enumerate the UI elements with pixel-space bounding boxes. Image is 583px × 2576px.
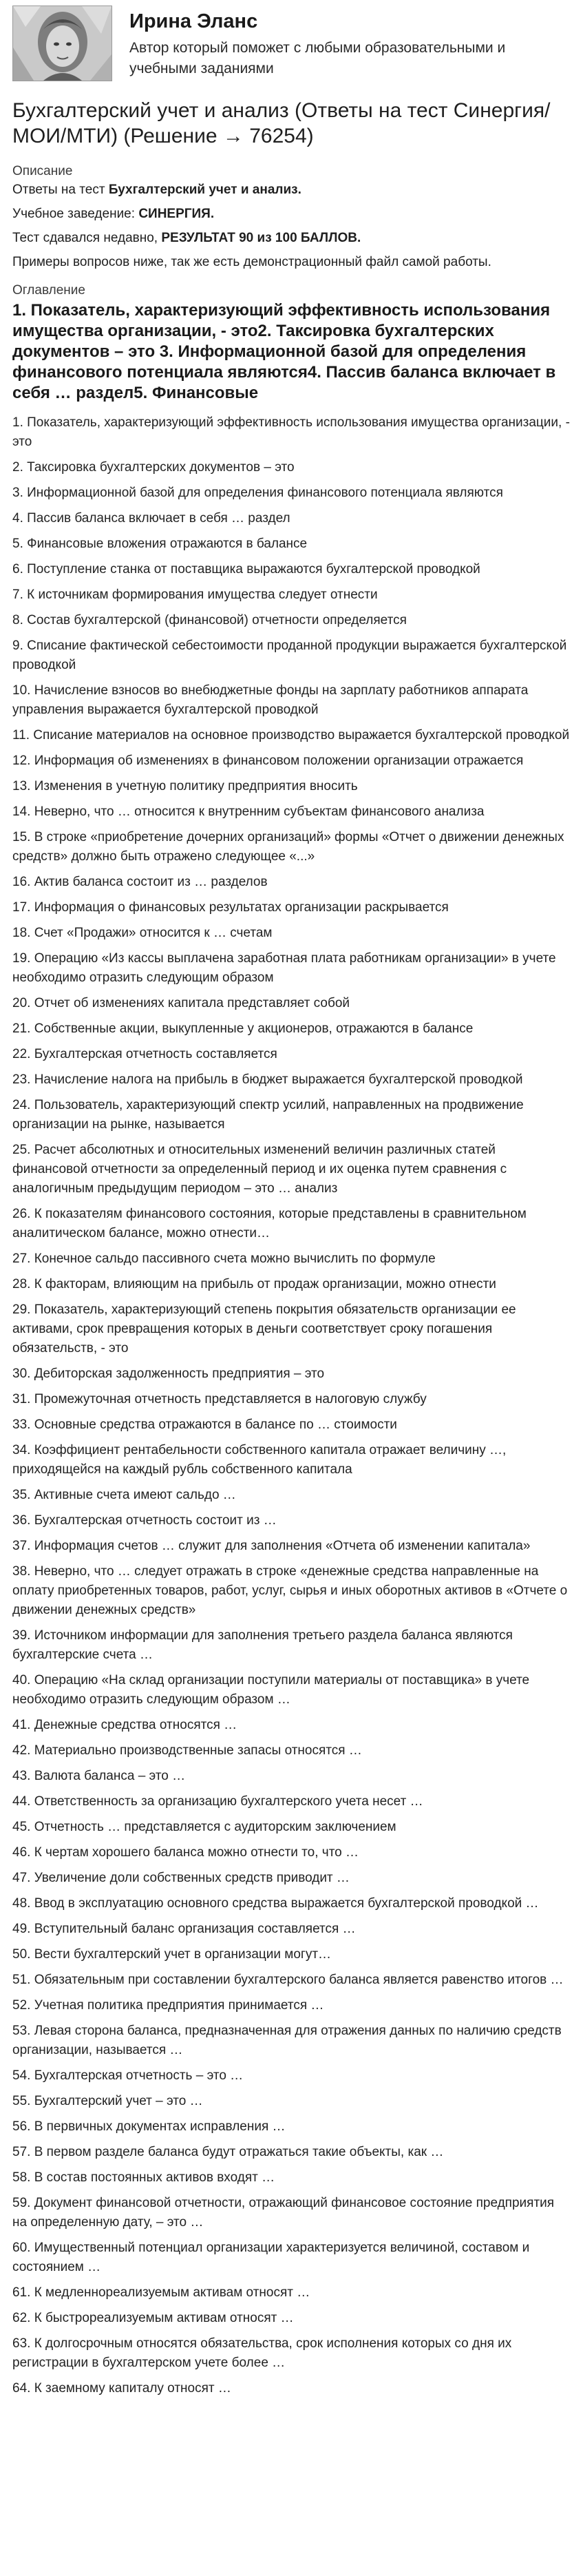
intro-paragraph	[12, 181, 571, 198]
question-item: 56. В первичных документах исправления …	[12, 2119, 286, 2134]
question-item: 27. Конечное сальдо пассивного счета можно вычислить по формуле	[12, 1251, 436, 1267]
question-item: 62. К быстрореализуемым активам относят …	[12, 2311, 294, 2326]
question-item: 2. Таксировка бухгалтерских документов – это	[12, 460, 295, 475]
question-item: 7. К источникам формирования имущества следует отнести	[12, 588, 378, 603]
question-item: 29. Показатель, характеризующий степень покрытия обязательств организации ее активами, срок превращения которых в деньги соответствует сроку погашения обязательств, - это	[12, 1302, 516, 1356]
institution-paragraph	[12, 205, 571, 222]
toc-title: 1. Показатель, характеризующий эффективность использования имущества организации, - это2. Таксировка бухгалтерских документов – это 3. Информационной базой для определения финансового потенциала являются4. Пассив баланса включает в себя … раздел5. Финансовые	[12, 301, 556, 403]
question-item: 53. Левая сторона баланса, предназначенная для отражения данных по наличию средств организации, называется …	[12, 2024, 562, 2058]
question-item: 31. Промежуточная отчетность представляется в налоговую службу	[12, 1392, 427, 1407]
question-item: 21. Собственные акции, выкупленные у акционеров, отражаются в балансе	[12, 1021, 474, 1037]
question-item: 48. Ввод в эксплуатацию основного средства выражается бухгалтерской проводкой …	[12, 1896, 539, 1911]
question-item: 8. Состав бухгалтерской (финансовой) отчетности определяется	[12, 613, 407, 628]
question-item: 41. Денежные средства относятся …	[12, 1718, 237, 1733]
question-item: 49. Вступительный баланс организация составляется …	[12, 1922, 356, 1937]
institution-prefix: Учебное заведение:	[12, 207, 139, 222]
question-item: 34. Коэффициент рентабельности собственного капитала отражает величину …, приходящейся на каждый рубль собственного капитала	[12, 1443, 507, 1477]
toc-label: Оглавление	[12, 283, 85, 298]
question-item: 33. Основные средства отражаются в балансе по … стоимости	[12, 1417, 397, 1433]
question-item: 42. Материально производственные запасы относятся …	[12, 1743, 362, 1758]
question-item: 10. Начисление взносов во внебюджетные фонды на зарплату работников аппарата управления выражается бухгалтерской проводкой	[12, 683, 529, 718]
question-item: 14. Неверно, что … относится к внутренним субъектам финансового анализа	[12, 804, 485, 820]
question-item: 35. Активные счета имеют сальдо …	[12, 1488, 236, 1503]
question-item: 46. К чертам хорошего баланса можно отнести то, что …	[12, 1845, 359, 1860]
question-item: 30. Дебиторская задолженность предприятия – это	[12, 1367, 325, 1382]
examples-note: Примеры вопросов ниже, так же есть демонстрационный файл самой работы.	[12, 255, 491, 270]
question-item: 45. Отчетность … представляется с аудиторским заключением	[12, 1820, 396, 1835]
question-item: 64. К заемному капиталу относят …	[12, 2381, 231, 2396]
question-item: 51. Обязательным при составлении бухгалтерского баланса является равенство итогов …	[12, 1973, 564, 1988]
author-description: Автор который поможет с любыми образовательными и учебными заданиями	[129, 40, 506, 76]
question-item: 47. Увеличение доли собственных средств приводит …	[12, 1871, 350, 1886]
question-item: 44. Ответственность за организацию бухгалтерского учета несет …	[12, 1794, 423, 1809]
question-item: 12. Информация об изменениях в финансовом положении организации отражается	[12, 754, 524, 769]
avatar-image	[13, 6, 112, 81]
question-item: 23. Начисление налога на прибыль в бюджет выражается бухгалтерской проводкой	[12, 1072, 523, 1088]
question-item: 5. Финансовые вложения отражаются в балансе	[12, 537, 308, 552]
question-item: 3. Информационной базой для определения финансового потенциала являются	[12, 486, 503, 501]
question-item: 55. Бухгалтерский учет – это …	[12, 2094, 203, 2109]
question-item: 37. Информация счетов … служит для заполнения «Отчета об изменении капитала»	[12, 1539, 531, 1554]
question-item: 57. В первом разделе баланса будут отражаться такие объекты, как …	[12, 2145, 444, 2160]
question-item: 58. В состав постоянных активов входят …	[12, 2170, 275, 2185]
question-list	[12, 413, 571, 2398]
question-item: 39. Источником информации для заполнения третьего раздела баланса являются бухгалтерские счета …	[12, 1628, 513, 1663]
result-prefix: Тест сдавался недавно,	[12, 231, 162, 246]
document-title: Бухгалтерский учет и анализ (Ответы на тест Синергия/МОИ/МТИ) (Решение → 76254)	[12, 99, 551, 147]
question-item: 26. К показателям финансового состояния, которые представлены в сравнительном аналитическом балансе, можно отнести…	[12, 1207, 527, 1241]
question-item: 24. Пользователь, характеризующий спектр усилий, направленных на продвижение организации на рынке, называется	[12, 1098, 524, 1132]
question-item: 15. В строке «приобретение дочерних организаций» формы «Отчет о движении денежных средств» должно быть отражено следующее «...»	[12, 830, 564, 864]
author-block	[12, 0, 571, 84]
result-paragraph	[12, 229, 571, 247]
question-item: 54. Бухгалтерская отчетность – это …	[12, 2068, 244, 2084]
question-item: 52. Учетная политика предприятия принимается …	[12, 1998, 324, 2013]
question-item: 63. К долгосрочным относятся обязательства, срок исполнения которых со дня их регистрации в бухгалтерском учете более …	[12, 2336, 512, 2371]
question-item: 38. Неверно, что … следует отражать в строке «денежные средства направленные на оплату приобретенных товаров, работ, услуг, сырья и иных оборотных активов в «Отчете о движении денежных средств»	[12, 1564, 568, 1618]
intro-prefix: Ответы на тест	[12, 183, 109, 198]
question-item: 19. Операцию «Из кассы выплачена заработная плата работникам организации» в учете необходимо отразить следующим образом	[12, 951, 556, 986]
question-item: 50. Вести бухгалтерский учет в организации могут…	[12, 1947, 332, 1962]
description-label: Описание	[12, 164, 73, 179]
question-item: 25. Расчет абсолютных и относительных изменений величин различных статей финансовой отчетности за определенный период и их оценка путем сравнения с аналогичным предыдущим периодом – это … анализ	[12, 1143, 507, 1196]
question-item: 60. Имущественный потенциал организации характеризуется величиной, составом и состоянием …	[12, 2241, 530, 2275]
author-text	[129, 6, 556, 79]
author-name[interactable]: Ирина Эланс	[129, 10, 258, 32]
question-item: 40. Операцию «На склад организации поступили материалы от поставщика» в учете необходимо отразить следующим образом …	[12, 1673, 530, 1707]
intro-bold: Бухгалтерский учет и анализ.	[108, 183, 301, 198]
institution-bold: СИНЕРГИЯ.	[138, 207, 215, 222]
question-item: 18. Счет «Продажи» относится к … счетам	[12, 926, 273, 941]
question-item: 28. К факторам, влияющим на прибыль от продаж организации, можно отнести	[12, 1277, 496, 1292]
question-item: 59. Документ финансовой отчетности, отражающий финансовое состояние предприятия на определенную дату, – это …	[12, 2196, 555, 2230]
question-item: 22. Бухгалтерская отчетность составляется	[12, 1047, 277, 1062]
question-item: 61. К медленнореализуемым активам относят …	[12, 2285, 310, 2300]
question-item: 36. Бухгалтерская отчетность состоит из …	[12, 1513, 277, 1528]
result-bold: РЕЗУЛЬТАТ 90 из 100 БАЛЛОВ.	[161, 231, 361, 246]
question-item: 4. Пассив баланса включает в себя … раздел	[12, 511, 290, 526]
question-item: 20. Отчет об изменениях капитала представляет собой	[12, 996, 350, 1011]
question-item: 43. Валюта баланса – это …	[12, 1769, 186, 1784]
question-item: 11. Списание материалов на основное производство выражается бухгалтерской проводкой	[12, 728, 570, 743]
avatar[interactable]	[12, 6, 112, 81]
question-item: 13. Изменения в учетную политику предприятия вносить	[12, 779, 358, 794]
question-item: 6. Поступление станка от поставщика выражаются бухгалтерской проводкой	[12, 562, 480, 577]
question-item: 9. Списание фактической себестоимости проданной продукции выражается бухгалтерской проводкой	[12, 638, 567, 673]
question-item: 16. Актив баланса состоит из … разделов	[12, 875, 268, 890]
question-item: 17. Информация о финансовых результатах организации раскрывается	[12, 900, 449, 915]
question-item: 1. Показатель, характеризующий эффективность использования имущества организации, - это	[12, 415, 570, 450]
